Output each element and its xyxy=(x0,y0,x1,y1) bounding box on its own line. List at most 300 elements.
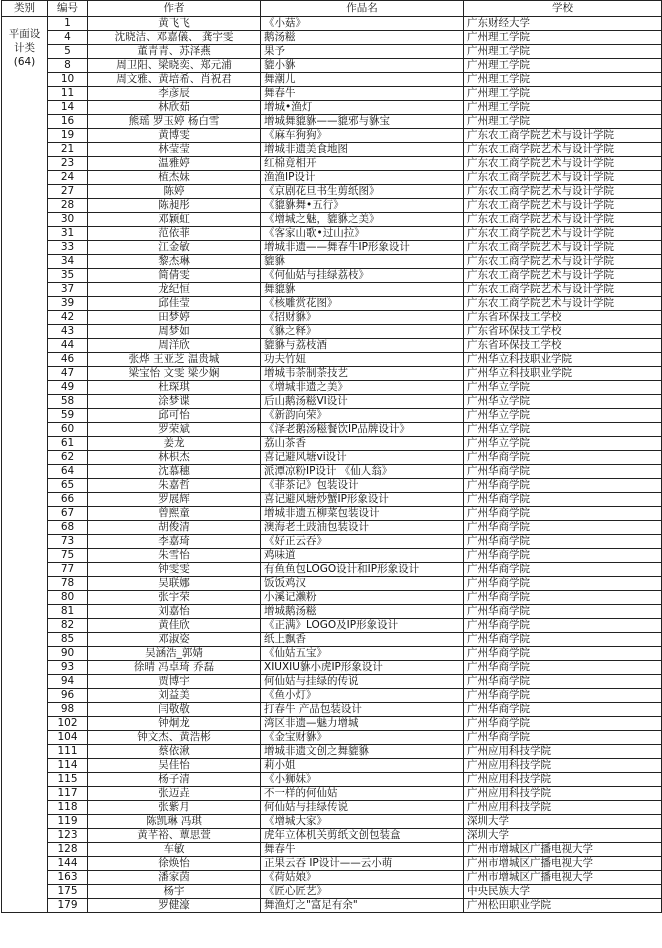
table-row xyxy=(2,59,662,73)
table-row xyxy=(2,381,662,395)
entry-work: 《貅之释》 xyxy=(261,325,464,339)
entry-author: 黄佳欣 xyxy=(88,619,261,633)
entry-author: 陈凯琳 冯琪 xyxy=(88,815,261,829)
entry-school: 广州华商学院 xyxy=(464,731,662,745)
entry-work: 《新韵向荣》 xyxy=(261,409,464,423)
entry-number: 78 xyxy=(48,577,88,591)
entry-school: 广州应用科技学院 xyxy=(464,759,662,773)
entry-author: 吴佳怡 xyxy=(88,759,261,773)
header-number: 编号 xyxy=(48,1,88,17)
entry-number: 1 xyxy=(48,17,88,31)
entry-author: 杜琛琪 xyxy=(88,381,261,395)
entry-number: 64 xyxy=(48,465,88,479)
entry-author: 罗健濠 xyxy=(88,899,261,913)
entry-work: XIUXIU貅小虎IP形象设计 xyxy=(261,661,464,675)
entry-author: 张紫月 xyxy=(88,801,261,815)
table-row xyxy=(2,395,662,409)
entry-number: 67 xyxy=(48,507,88,521)
table-row xyxy=(2,143,662,157)
category-line2: 计类 xyxy=(14,42,35,54)
entry-number: 75 xyxy=(48,549,88,563)
entry-number: 44 xyxy=(48,339,88,353)
entry-author: 吴涵浩_郭婧 xyxy=(88,647,261,661)
category-count: (64) xyxy=(13,56,36,68)
entry-work: 舞渔灯之"富足有余" xyxy=(261,899,464,913)
table-row xyxy=(2,563,662,577)
entry-work: 增城非遗美食地图 xyxy=(261,143,464,157)
entry-number: 46 xyxy=(48,353,88,367)
entry-author: 林欣茹 xyxy=(88,101,261,115)
entry-school: 广东农工商学院艺术与设计学院 xyxy=(464,185,662,199)
entry-number: 14 xyxy=(48,101,88,115)
entry-author: 张迈垚 xyxy=(88,787,261,801)
table-row xyxy=(2,549,662,563)
table-row xyxy=(2,647,662,661)
entry-number: 77 xyxy=(48,563,88,577)
entry-school: 广东农工商学院艺术与设计学院 xyxy=(464,227,662,241)
entry-work: 增城•渔灯 xyxy=(261,101,464,115)
table-row xyxy=(2,17,662,31)
entry-school: 广州应用科技学院 xyxy=(464,787,662,801)
table-row xyxy=(2,535,662,549)
entry-school: 广州华立科技职业学院 xyxy=(464,367,662,381)
entry-work: 何仙姑与挂绿的传说 xyxy=(261,675,464,689)
entry-author: 朱雪怡 xyxy=(88,549,261,563)
entry-work: 正果云吞 IP设计——云小萌 xyxy=(261,857,464,871)
entry-work: 小溪记濑粉 xyxy=(261,591,464,605)
entry-school: 广州华商学院 xyxy=(464,563,662,577)
table-row xyxy=(2,367,662,381)
entry-author: 简倩雯 xyxy=(88,269,261,283)
entry-work: 何仙姑与挂绿传说 xyxy=(261,801,464,815)
entry-school: 广东农工商学院艺术与设计学院 xyxy=(464,297,662,311)
header-work: 作品名 xyxy=(261,1,464,17)
entry-number: 68 xyxy=(48,521,88,535)
entry-school: 深圳大学 xyxy=(464,829,662,843)
entry-school: 广州华商学院 xyxy=(464,521,662,535)
entry-work: 湾区非遗—魅力增城 xyxy=(261,717,464,731)
entry-work: 鹅汤糍 xyxy=(261,31,464,45)
entry-author: 姜龙 xyxy=(88,437,261,451)
entry-number: 144 xyxy=(48,857,88,871)
entry-work: 《仙姑五宝》 xyxy=(261,647,464,661)
entry-author: 范依菲 xyxy=(88,227,261,241)
entry-work: 《貔貅舞•五行》 xyxy=(261,199,464,213)
table-row xyxy=(2,325,662,339)
entry-school: 广州松田职业学院 xyxy=(464,899,662,913)
entry-school: 广州理工学院 xyxy=(464,101,662,115)
entry-school: 广州华商学院 xyxy=(464,591,662,605)
entry-number: 104 xyxy=(48,731,88,745)
entry-author: 黄飞飞 xyxy=(88,17,261,31)
entry-number: 19 xyxy=(48,129,88,143)
entry-author: 林莹莹 xyxy=(88,143,261,157)
entry-author: 潘家茵 xyxy=(88,871,261,885)
entry-school: 广州华商学院 xyxy=(464,451,662,465)
entry-school: 广东财经大学 xyxy=(464,17,662,31)
entry-author: 杨子清 xyxy=(88,773,261,787)
table-row xyxy=(2,773,662,787)
entry-school: 广州华商学院 xyxy=(464,647,662,661)
table-row xyxy=(2,857,662,871)
entry-work: 《客家山歌•过山拉》 xyxy=(261,227,464,241)
table-row xyxy=(2,199,662,213)
table-row xyxy=(2,899,662,913)
entry-work: 不一样的何仙姑 xyxy=(261,787,464,801)
entry-number: 35 xyxy=(48,269,88,283)
entry-number: 24 xyxy=(48,171,88,185)
entry-school: 广州市增城区广播电视大学 xyxy=(464,843,662,857)
table-row xyxy=(2,731,662,745)
entry-school: 广州华商学院 xyxy=(464,633,662,647)
table-row xyxy=(2,73,662,87)
entry-work: 后山鹅汤糍VI设计 xyxy=(261,395,464,409)
entry-work: 《增城非遗之美》 xyxy=(261,381,464,395)
entry-number: 85 xyxy=(48,633,88,647)
table-row xyxy=(2,703,662,717)
entry-work: 增城鹅汤糍 xyxy=(261,605,464,619)
entry-author: 罗荣斌 xyxy=(88,423,261,437)
entry-author: 曾熙童 xyxy=(88,507,261,521)
header-author: 作者 xyxy=(88,1,261,17)
table-row xyxy=(2,297,662,311)
entry-number: 39 xyxy=(48,297,88,311)
table-row xyxy=(2,885,662,899)
entry-number: 123 xyxy=(48,829,88,843)
entry-work: 红棉竟相开 xyxy=(261,157,464,171)
entry-number: 98 xyxy=(48,703,88,717)
entry-school: 广东省环保技工学校 xyxy=(464,339,662,353)
entry-number: 34 xyxy=(48,255,88,269)
entry-work: 《菲茶记》包装设计 xyxy=(261,479,464,493)
entry-work: 舞貔貅 xyxy=(261,283,464,297)
entry-work: 《麻车狗狗》 xyxy=(261,129,464,143)
entry-author: 闫敬敬 xyxy=(88,703,261,717)
entry-school: 中央民族大学 xyxy=(464,885,662,899)
entry-school: 广州华商学院 xyxy=(464,661,662,675)
entry-school: 广东农工商学院艺术与设计学院 xyxy=(464,143,662,157)
entry-school: 广州市增城区广播电视大学 xyxy=(464,871,662,885)
table-row xyxy=(2,213,662,227)
table-row xyxy=(2,255,662,269)
entry-number: 21 xyxy=(48,143,88,157)
entry-work: 喜记避风塘vi设计 xyxy=(261,451,464,465)
entry-number: 117 xyxy=(48,787,88,801)
entry-author: 龙纪恒 xyxy=(88,283,261,297)
entry-author: 刘嘉怡 xyxy=(88,605,261,619)
entry-work: 鸡味道 xyxy=(261,549,464,563)
entry-author: 刘益美 xyxy=(88,689,261,703)
entry-school: 广东农工商学院艺术与设计学院 xyxy=(464,171,662,185)
entry-school: 广州华立学院 xyxy=(464,409,662,423)
entry-work: 喜记避风塘炒蟹IP形象设计 xyxy=(261,493,464,507)
table-row xyxy=(2,157,662,171)
entry-school: 广州华商学院 xyxy=(464,605,662,619)
entry-work: 貔貅 xyxy=(261,255,464,269)
entry-work: 增城舞貔貅——貔邪与貅宝 xyxy=(261,115,464,129)
entry-number: 175 xyxy=(48,885,88,899)
entry-school: 广州华商学院 xyxy=(464,493,662,507)
entry-work: 《泽老鹅汤糍餐饮IP品牌设计》 xyxy=(261,423,464,437)
entry-number: 4 xyxy=(48,31,88,45)
entry-number: 81 xyxy=(48,605,88,619)
entry-work: 增城非遗五柳菜包装设计 xyxy=(261,507,464,521)
entry-school: 广州理工学院 xyxy=(464,115,662,129)
entry-number: 82 xyxy=(48,619,88,633)
entry-work: 莉小姐 xyxy=(261,759,464,773)
entry-author: 车敏 xyxy=(88,843,261,857)
entry-author: 董青青、苏泽燕 xyxy=(88,45,261,59)
table-row xyxy=(2,185,662,199)
entry-work: 《核雕赏花图》 xyxy=(261,297,464,311)
entry-school: 广州华商学院 xyxy=(464,465,662,479)
table-row xyxy=(2,339,662,353)
entry-number: 118 xyxy=(48,801,88,815)
entry-school: 深圳大学 xyxy=(464,815,662,829)
entry-school: 广州华商学院 xyxy=(464,507,662,521)
entry-author: 沈慕穗 xyxy=(88,465,261,479)
entry-school: 广州华商学院 xyxy=(464,703,662,717)
table-row xyxy=(2,745,662,759)
entry-author: 黎杰琳 xyxy=(88,255,261,269)
entry-author: 林枳杰 xyxy=(88,451,261,465)
table-row xyxy=(2,171,662,185)
entry-number: 43 xyxy=(48,325,88,339)
entry-school: 广州理工学院 xyxy=(464,31,662,45)
entry-author: 钟炯龙 xyxy=(88,717,261,731)
entry-number: 61 xyxy=(48,437,88,451)
table-row xyxy=(2,843,662,857)
entry-school: 广东农工商学院艺术与设计学院 xyxy=(464,269,662,283)
entry-author: 徐焕怡 xyxy=(88,857,261,871)
entry-work: 《招财貅》 xyxy=(261,311,464,325)
entry-author: 蔡依湫 xyxy=(88,745,261,759)
table-row xyxy=(2,619,662,633)
header-row xyxy=(2,1,662,17)
entry-work: 打春牛 产品包装设计 xyxy=(261,703,464,717)
entry-number: 66 xyxy=(48,493,88,507)
entry-school: 广州应用科技学院 xyxy=(464,773,662,787)
entry-school: 广州华商学院 xyxy=(464,549,662,563)
entry-school: 广东农工商学院艺术与设计学院 xyxy=(464,255,662,269)
entry-school: 广东省环保技工学校 xyxy=(464,311,662,325)
entry-school: 广东农工商学院艺术与设计学院 xyxy=(464,241,662,255)
header-category: 类别 xyxy=(2,1,48,17)
entry-school: 广州华商学院 xyxy=(464,577,662,591)
entry-school: 广东农工商学院艺术与设计学院 xyxy=(464,213,662,227)
entry-school: 广州市增城区广播电视大学 xyxy=(464,857,662,871)
table-row xyxy=(2,353,662,367)
entry-number: 49 xyxy=(48,381,88,395)
entry-work: 虎年立体机关剪纸文创包装盒 xyxy=(261,829,464,843)
entry-author: 周文雅、黄培希、肖祝君 xyxy=(88,73,261,87)
entry-number: 93 xyxy=(48,661,88,675)
table-row xyxy=(2,129,662,143)
table-row xyxy=(2,871,662,885)
entry-work: 《小菇》 xyxy=(261,17,464,31)
table-row xyxy=(2,115,662,129)
entry-number: 128 xyxy=(48,843,88,857)
table-row xyxy=(2,717,662,731)
table-row xyxy=(2,465,662,479)
entry-work: 荔山茶香 xyxy=(261,437,464,451)
entry-work: 增城韦荼制荼技艺 xyxy=(261,367,464,381)
entry-work: 舞春牛 xyxy=(261,843,464,857)
entry-school: 广东农工商学院艺术与设计学院 xyxy=(464,129,662,143)
entries-body xyxy=(2,17,662,913)
entry-school: 广州理工学院 xyxy=(464,73,662,87)
entry-work: 纸上飘香 xyxy=(261,633,464,647)
entry-author: 吴联娜 xyxy=(88,577,261,591)
table-row xyxy=(2,283,662,297)
entry-work: 《正满》LOGO及IP形象设计 xyxy=(261,619,464,633)
table-row xyxy=(2,787,662,801)
entry-work: 有鱼鱼包LOGO设计和IP形象设计 xyxy=(261,563,464,577)
entry-author: 李彦辰 xyxy=(88,87,261,101)
entry-school: 广州华商学院 xyxy=(464,675,662,689)
entry-school: 广州华立科技职业学院 xyxy=(464,353,662,367)
table-row xyxy=(2,521,662,535)
entry-work: 果予 xyxy=(261,45,464,59)
entry-number: 47 xyxy=(48,367,88,381)
entry-author: 植杰妹 xyxy=(88,171,261,185)
table-row xyxy=(2,577,662,591)
table-row xyxy=(2,591,662,605)
entry-work: 派潭凉粉IP设计 《仙人翁》 xyxy=(261,465,464,479)
entry-author: 罗展辉 xyxy=(88,493,261,507)
entry-work: 《增城大家》 xyxy=(261,815,464,829)
entry-number: 8 xyxy=(48,59,88,73)
entry-school: 广州华立学院 xyxy=(464,437,662,451)
entry-number: 31 xyxy=(48,227,88,241)
table-row xyxy=(2,101,662,115)
table-row xyxy=(2,815,662,829)
entry-author: 沈晓洁、邓嘉儀、 龚宇雯 xyxy=(88,31,261,45)
entry-author: 张烨 王亚芝 温贵城 xyxy=(88,353,261,367)
entry-work: 舞潮儿 xyxy=(261,73,464,87)
entry-number: 59 xyxy=(48,409,88,423)
entry-school: 广州华商学院 xyxy=(464,535,662,549)
entry-author: 钟文杰、黄浩彬 xyxy=(88,731,261,745)
entry-author: 黄博雯 xyxy=(88,129,261,143)
entry-work: 《小狮妹》 xyxy=(261,773,464,787)
entry-work: 《增城之魅，貔貅之美》 xyxy=(261,213,464,227)
entry-author: 田梦婷 xyxy=(88,311,261,325)
entry-work: 《荷姑娘》 xyxy=(261,871,464,885)
entry-author: 朱嘉哲 xyxy=(88,479,261,493)
table-row xyxy=(2,479,662,493)
entry-author: 陈昶彤 xyxy=(88,199,261,213)
entry-number: 115 xyxy=(48,773,88,787)
entry-author: 温雅婷 xyxy=(88,157,261,171)
entry-work: 《何仙姑与挂绿荔枝》 xyxy=(261,269,464,283)
entry-author: 黄芊裕、蕈思萱 xyxy=(88,829,261,843)
entry-author: 李嘉琦 xyxy=(88,535,261,549)
entry-work: 《京剧花旦书生剪纸图》 xyxy=(261,185,464,199)
entry-school: 广州华商学院 xyxy=(464,717,662,731)
entry-work: 渔渔IP设计 xyxy=(261,171,464,185)
entry-school: 广州应用科技学院 xyxy=(464,801,662,815)
entry-number: 33 xyxy=(48,241,88,255)
entry-author: 陈婷 xyxy=(88,185,261,199)
entry-number: 27 xyxy=(48,185,88,199)
entry-number: 90 xyxy=(48,647,88,661)
table-row xyxy=(2,759,662,773)
table-row xyxy=(2,507,662,521)
entry-author: 周梦如 xyxy=(88,325,261,339)
entry-work: 功夫竹妞 xyxy=(261,353,464,367)
entry-author: 涂梦谍 xyxy=(88,395,261,409)
entry-work: 增城非遗——舞春牛IP形象设计 xyxy=(261,241,464,255)
entry-author: 周卫阳、梁晓奕、郑元浦 xyxy=(88,59,261,73)
entry-number: 11 xyxy=(48,87,88,101)
entry-author: 邱佳莹 xyxy=(88,297,261,311)
entry-author: 熊瑶 罗玉婷 杨白雪 xyxy=(88,115,261,129)
entry-number: 30 xyxy=(48,213,88,227)
entry-number: 179 xyxy=(48,899,88,913)
entry-number: 73 xyxy=(48,535,88,549)
category-line1: 平面设 xyxy=(8,28,41,40)
entry-work: 饭饭鸡汉 xyxy=(261,577,464,591)
table-row xyxy=(2,633,662,647)
entry-number: 60 xyxy=(48,423,88,437)
entry-author: 张宇荣 xyxy=(88,591,261,605)
entry-school: 广州应用科技学院 xyxy=(464,745,662,759)
entry-number: 80 xyxy=(48,591,88,605)
entry-school: 广州理工学院 xyxy=(464,59,662,73)
table-row xyxy=(2,493,662,507)
entry-number: 94 xyxy=(48,675,88,689)
entry-number: 58 xyxy=(48,395,88,409)
entry-school: 广州华商学院 xyxy=(464,689,662,703)
entry-work: 《好正云吞》 xyxy=(261,535,464,549)
table-row xyxy=(2,437,662,451)
entry-work: 澳海老土豉油包装设计 xyxy=(261,521,464,535)
entry-number: 23 xyxy=(48,157,88,171)
entry-number: 102 xyxy=(48,717,88,731)
entry-author: 周洋欣 xyxy=(88,339,261,353)
table-row xyxy=(2,31,662,45)
entry-school: 广州华商学院 xyxy=(464,479,662,493)
entry-author: 邓颖虹 xyxy=(88,213,261,227)
entry-author: 钟雯雯 xyxy=(88,563,261,577)
table-row xyxy=(2,675,662,689)
category-cell xyxy=(2,17,48,913)
entry-work: 貔小貅 xyxy=(261,59,464,73)
entry-author: 江金敏 xyxy=(88,241,261,255)
table-row xyxy=(2,269,662,283)
entry-number: 119 xyxy=(48,815,88,829)
table-row xyxy=(2,689,662,703)
entry-author: 邓淑姿 xyxy=(88,633,261,647)
entry-author: 贾博宇 xyxy=(88,675,261,689)
entry-work: 《匠心匠艺》 xyxy=(261,885,464,899)
entry-number: 5 xyxy=(48,45,88,59)
entry-number: 114 xyxy=(48,759,88,773)
entry-author: 徐晴 冯卓琦 乔磊 xyxy=(88,661,261,675)
entry-school: 广州华立学院 xyxy=(464,381,662,395)
entry-school: 广东省环保技工学校 xyxy=(464,325,662,339)
table-row xyxy=(2,661,662,675)
table-row xyxy=(2,605,662,619)
entry-number: 163 xyxy=(48,871,88,885)
entry-author: 杨宇 xyxy=(88,885,261,899)
entry-number: 28 xyxy=(48,199,88,213)
entry-author: 邱可怡 xyxy=(88,409,261,423)
entry-work: 增城非遗文创之舞貔貅 xyxy=(261,745,464,759)
entry-number: 111 xyxy=(48,745,88,759)
entry-school: 广州华立学院 xyxy=(464,423,662,437)
